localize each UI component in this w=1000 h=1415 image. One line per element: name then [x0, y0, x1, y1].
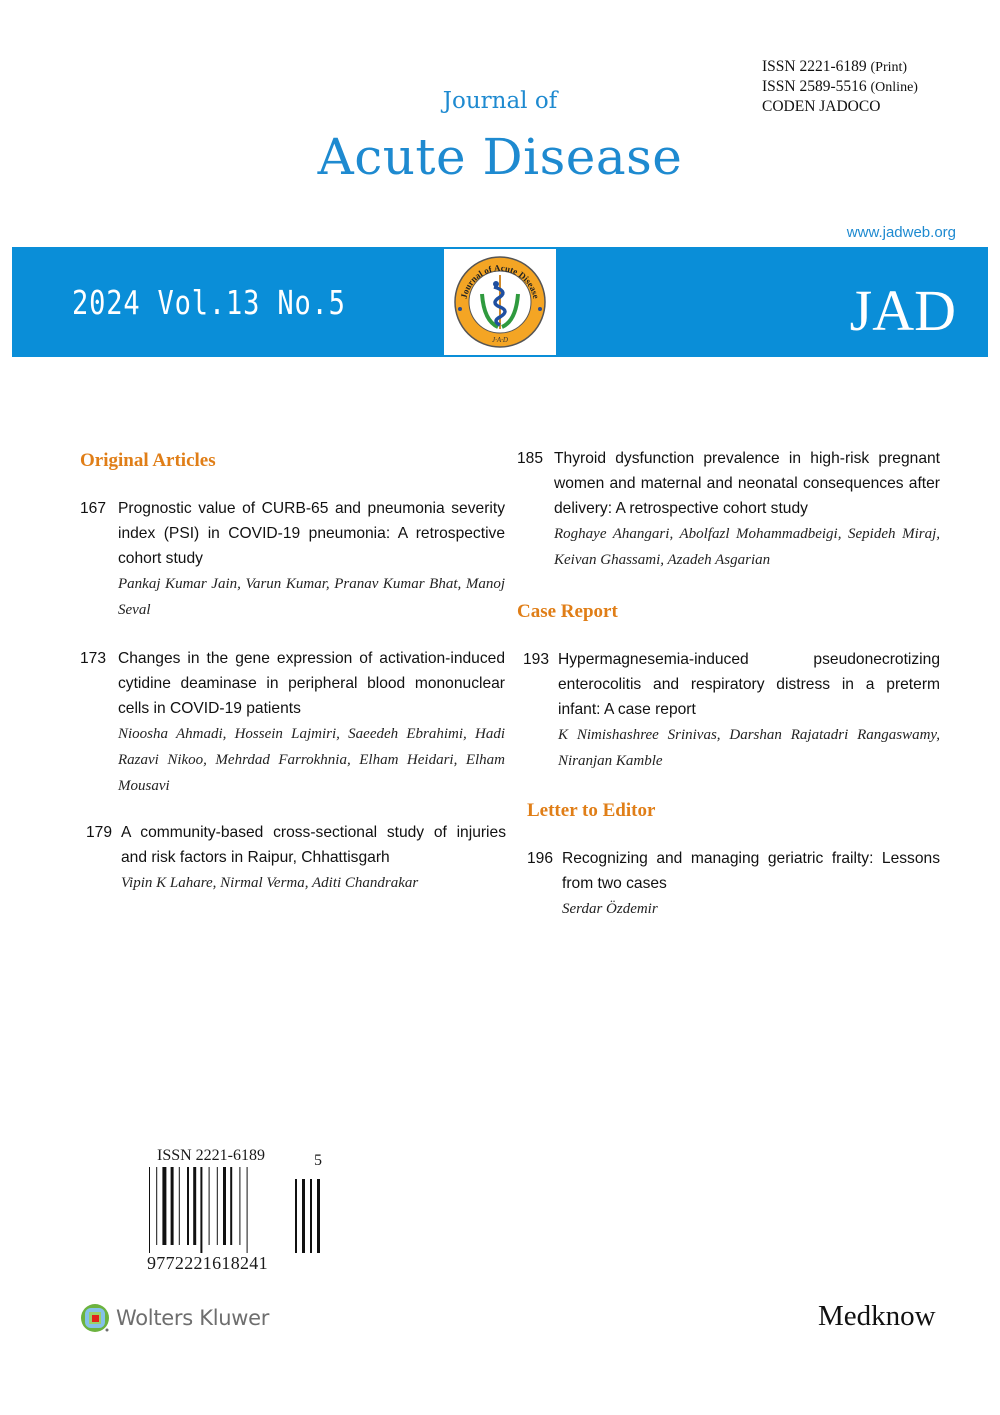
barcode-addon-bar: [310, 1179, 312, 1253]
svg-text:J·A·D: J·A·D: [492, 336, 508, 344]
barcode-bar: [239, 1167, 240, 1245]
barcode-bar: [171, 1167, 174, 1245]
barcode-addon-bar: [302, 1179, 305, 1253]
imprint-name: Medknow: [818, 1300, 936, 1332]
page-number: 179: [86, 824, 113, 841]
toc-entry[interactable]: [517, 446, 940, 576]
journal-title-line1: Journal of: [442, 88, 558, 114]
volume-issue: 2024 Vol.13 No.5: [72, 283, 346, 322]
svg-text:Journal of Acute Disease: Journal of Acute Disease: [458, 262, 542, 300]
article-title[interactable]: Recognizing and managing geriatric frailty: Lessons from two cases: [562, 850, 940, 892]
page-number: 173: [80, 650, 107, 667]
wolters-kluwer-globe-icon: [80, 1303, 110, 1333]
barcode-bar: [179, 1167, 180, 1245]
journal-title-line2: Acute Disease: [317, 128, 683, 186]
barcode-addon-digit: 5: [314, 1152, 322, 1169]
toc-entry[interactable]: [80, 496, 505, 626]
barcode-bar: [156, 1167, 157, 1245]
barcode-digits: 9772221618241: [147, 1253, 268, 1273]
coden: CODEN JADOCO: [762, 98, 881, 115]
toc-entry[interactable]: [523, 647, 940, 772]
article-authors: Pankaj Kumar Jain, Varun Kumar, Pranav Kumar Bhat, Manoj Seval: [118, 576, 505, 618]
barcode-issn-text: ISSN 2221-6189: [157, 1147, 266, 1164]
toc-entry[interactable]: [80, 646, 505, 796]
page-number: 167: [80, 500, 107, 517]
barcode-bar: [193, 1167, 196, 1245]
article-authors: Vipin K Lahare, Nirmal Verma, Aditi Chandrakar: [121, 875, 419, 891]
journal-abbreviation: JAD: [849, 278, 956, 343]
wolters-kluwer-logo: [80, 1303, 269, 1333]
toc-entry[interactable]: [86, 820, 506, 900]
article-title[interactable]: Prognostic value of CURB-65 and pneumonia severity index (PSI) in COVID-19 pneumonia: A retrospective cohort study: [118, 500, 505, 567]
issn-online: ISSN 2589-5516 (Online): [762, 78, 918, 95]
article-title[interactable]: Changes in the gene expression of activation-induced cytidine deaminase in peripheral blood mononuclear cells in COVID-19 patients: [118, 650, 505, 717]
issn-barcode: [147, 1147, 337, 1277]
barcode-bar: [223, 1167, 226, 1245]
section-heading-case-report: Case Report: [517, 601, 618, 622]
page-number: 193: [523, 651, 550, 668]
article-title[interactable]: Hypermagnesemia-induced pseudonecrotizing enterocolitis and respiratory distress in a preterm infant: A case report: [558, 651, 940, 718]
barcode-addon-bar: [317, 1179, 320, 1253]
article-authors: Roghaye Ahangari, Abolfazl Mohammadbeigi, Sepideh Miraj, Keivan Ghassami, Azadeh Asgarian: [554, 526, 940, 568]
section-heading-letter-to-editor: Letter to Editor: [527, 800, 656, 821]
barcode-bar: [162, 1167, 166, 1245]
website-link[interactable]: www.jadweb.org: [846, 224, 956, 241]
page-number: 185: [517, 450, 544, 467]
article-title[interactable]: Thyroid dysfunction prevalence in high-risk pregnant women and maternal and neonatal consequences after delivery: A retrospective cohort study: [554, 450, 940, 517]
barcode-addon-bar: [295, 1179, 297, 1253]
toc-entry[interactable]: [527, 846, 940, 926]
barcode-bar: [247, 1167, 248, 1253]
barcode-bar: [217, 1167, 218, 1245]
barcode-bar: [230, 1167, 232, 1245]
barcode-bar: [200, 1167, 202, 1253]
page-number: 196: [527, 850, 554, 867]
article-authors: Serdar Özdemir: [562, 901, 658, 917]
barcode-bar: [149, 1167, 150, 1253]
barcode-bar: [187, 1167, 189, 1245]
article-title[interactable]: A community-based cross-sectional study of injuries and risk factors in Raipur, Chhattisgarh: [121, 824, 506, 866]
issn-print: ISSN 2221-6189 (Print): [762, 58, 908, 75]
journal-logo: [444, 249, 556, 355]
wolters-kluwer-name: Wolters Kluwer: [116, 1306, 270, 1330]
article-authors: Nioosha Ahmadi, Hossein Lajmiri, Saeedeh Ebrahimi, Hadi Razavi Nikoo, Mehrdad Farrokhnia, Elham Heidari, Elham Mousavi: [118, 726, 505, 794]
barcode-bar: [209, 1167, 210, 1245]
article-authors: K Nimishashree Srinivas, Darshan Rajatadri Rangaswamy, Niranjan Kamble: [558, 727, 940, 769]
caduceus-icon: [444, 249, 556, 355]
section-heading-original-articles: Original Articles: [80, 450, 216, 471]
